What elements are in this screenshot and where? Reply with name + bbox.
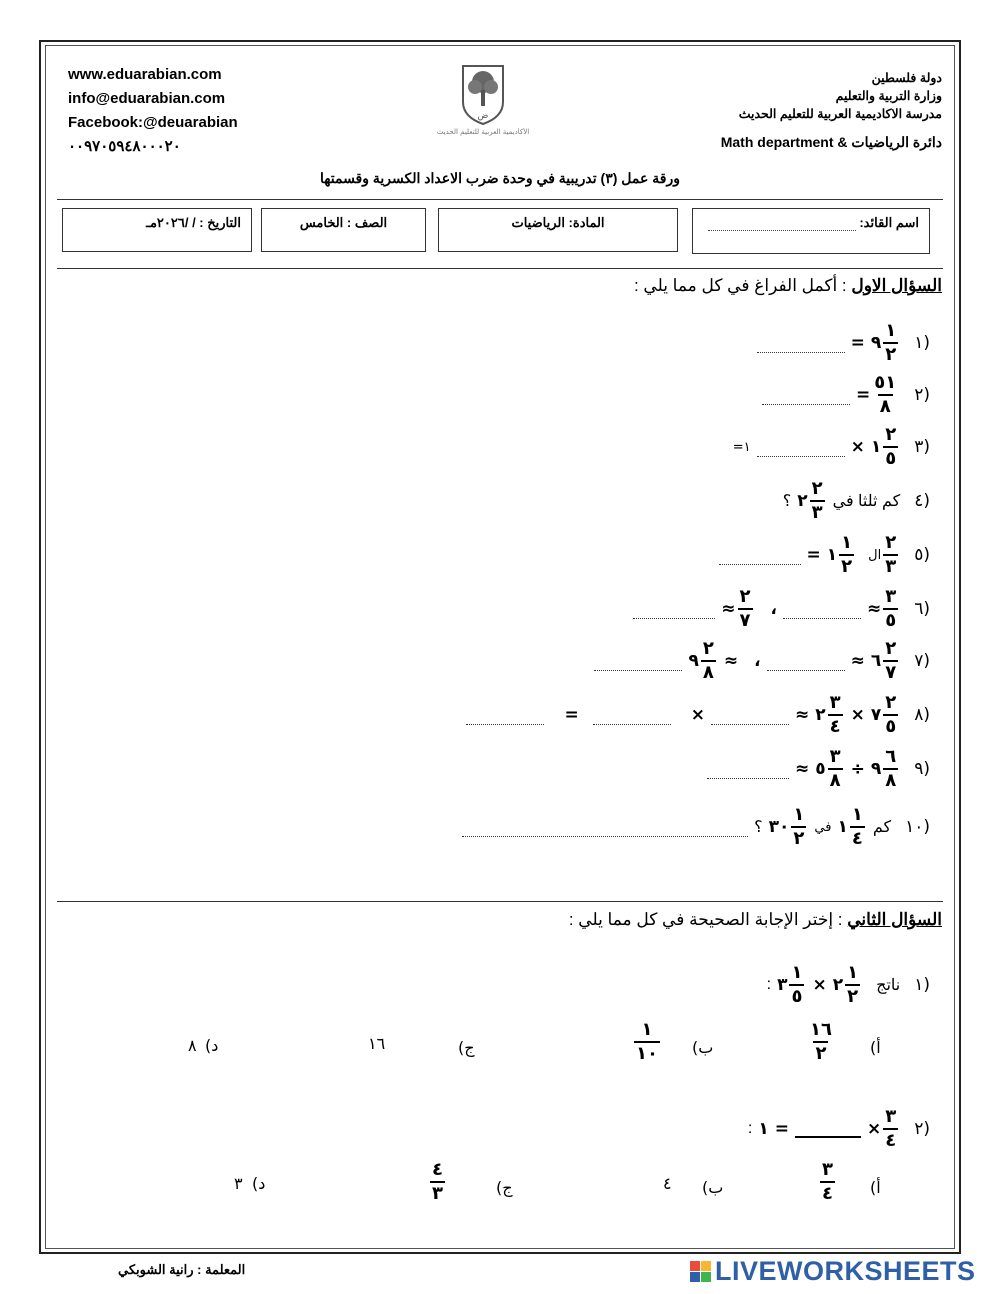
item-number: ٤) [914,491,930,511]
department-line: دائرة الرياضيات & Math department [720,134,942,150]
q1-title-rest: : أكمل الفراغ في كل مما يلي : [633,276,852,295]
option-c[interactable]: ١٦ [368,1034,386,1053]
item-number: ١٠) [905,817,930,837]
logo-caption: الأكاديمية العربية للتعليم الحديث [436,128,530,136]
logo-square-green [701,1272,711,1282]
fraction: $\frac{٢}{٥}$ [885,424,897,469]
option-d[interactable]: ٣ [234,1174,243,1193]
fraction: $\frac{٦}{٨}$ [885,746,897,791]
fraction: $\frac{٣}{٨}$ [829,746,841,791]
option-d[interactable]: ٨ [188,1036,197,1055]
answer-blank[interactable] [719,546,801,565]
q10-fi: في [814,819,832,835]
answer-blank[interactable] [783,600,861,619]
answer-blank[interactable] [757,334,845,353]
ministry-line: وزارة التربية والتعليم [835,89,942,103]
item-number: ٨) [914,705,930,725]
option-label-c: ج) [458,1038,475,1057]
leader-name-box[interactable] [692,208,930,254]
fraction: $\frac{٢}{٥}$ [885,692,897,737]
contact-website: www.eduarabian.com [68,66,222,83]
q2-title [569,910,942,930]
q2-title-bold: السؤال الثاني [847,910,942,929]
leader-name-field[interactable] [708,216,856,231]
subject-box [438,208,678,252]
subject-label: المادة: الرياضيات [511,215,605,230]
option-a[interactable]: $\frac{٣}{٤}$ [822,1159,833,1204]
answer-blank[interactable] [593,706,671,725]
logo-square-blue [690,1272,700,1282]
q2-title-rest: : إختر الإجابة الصحيحة في كل مما يلي : [568,910,848,929]
option-b[interactable]: $\frac{١}{١٠}$ [636,1019,658,1064]
item-number: ٧) [914,651,930,671]
fraction: $\frac{١}{٢}$ [841,532,853,577]
contact-email: info@eduarabian.com [68,90,226,107]
answer-blank[interactable] [594,652,682,671]
fraction: $\frac{٢}{٣}$ [885,532,897,577]
q1-item-9: ٩) $\frac{٦}{٨}$ ٩ ÷ $\frac{٣}{٨}$ ٥ ≈ [701,748,930,790]
q1-item-3: ٣) $\frac{٢}{٥}$ ١ × =١ [732,424,930,469]
fraction: $\frac{١}{٢}$ [847,962,859,1007]
svg-text:ض: ض [477,111,489,121]
leader-label: اسم القائد: [859,215,919,230]
date-box [62,208,252,252]
option-label-d: د) [205,1036,219,1055]
answer-blank[interactable] [633,600,715,619]
answer-blank[interactable] [767,652,845,671]
q1-item-5: ٥) $\frac{٢}{٣}$ ال $\frac{١}{٢}$ ١ = [713,534,930,576]
q1-item-4: ٤) كم ثلثا في $\frac{٢}{٣}$ ٢ ؟ [782,478,930,523]
option-label-d: د) [252,1174,266,1193]
fraction: $\frac{١}{٤}$ [851,804,863,849]
q1-item-10: ١٠) كم $\frac{١}{٤}$ ١ في $\frac{١}{٢}$ ٣٠ ؟ [456,806,930,848]
item-number: ٩) [914,759,930,779]
answer-blank[interactable] [707,760,789,779]
fraction: $\frac{١}{٢}$ [793,804,805,849]
divider [57,268,943,269]
grade-box [261,208,426,252]
option-label-a: أ) [870,1178,881,1197]
q1-item-2: ٢) $\frac{٥١}{٨}$ = [756,374,930,416]
logo-square-yellow [701,1261,711,1271]
fraction: $\frac{٢}{٧}$ [739,586,751,631]
fraction: $\frac{١}{٥}$ [791,962,803,1007]
item-number: ٥) [914,545,930,565]
grade-label: الصف : الخامس [299,215,388,230]
school-logo [428,62,538,142]
fraction: $\frac{٢}{٣}$ [811,478,823,523]
option-label-c: ج) [496,1178,513,1197]
q1-title-bold: السؤال الاول [851,276,942,295]
answer-blank[interactable] [757,438,845,457]
worksheet-title: ورقة عمل (٣) تدريبية في وحدة ضرب الاعداد الكسرية وقسمتها [320,170,680,186]
item-number: ١) [914,975,930,995]
date-label: التاريخ : / /٢٠٢٦مـ [146,215,241,230]
option-label-a: أ) [870,1038,881,1057]
item-number: ٢) [914,385,930,405]
fraction: $\frac{٣}{٤}$ [829,692,841,737]
option-c[interactable]: $\frac{٤}{٣}$ [432,1159,443,1204]
option-label-b: ب) [692,1038,714,1057]
item-number: ٦) [914,599,930,619]
fraction: $\frac{٣}{٤}$ [885,1106,897,1151]
fraction: $\frac{٢}{٧}$ [885,638,897,683]
q2-i1-text: ناتج [876,977,901,994]
answer-blank[interactable] [711,706,789,725]
fraction: $\frac{٥١}{٨}$ [874,372,897,417]
q4-text: كم ثلثا في [832,493,901,510]
divider [57,199,943,200]
fraction: $\frac{٢}{٨}$ [702,638,714,683]
fraction: $\frac{٣}{٥}$ [885,586,897,631]
divider [57,901,943,902]
liveworksheets-logo [690,1256,976,1287]
option-label-b: ب) [702,1178,724,1197]
answer-blank[interactable] [462,818,748,837]
q2-item-1: ١) ناتج $\frac{١}{٢}$ ٢ × $\frac{١}{٥}$ ٣ : [766,962,930,1007]
school-line: مدرسة الاكاديمية العربية للتعليم الحديث [738,107,942,121]
teacher-name: المعلمة : رانية الشوبكي [118,1262,246,1277]
answer-blank[interactable] [466,706,544,725]
fraction: $\frac{١}{٢}$ [885,320,897,365]
contact-phone: ٠٠٩٧٠٥٩٤٨٠٠٠٢٠ [68,138,181,155]
logo-square-red [690,1261,700,1271]
liveworksheets-icon [690,1261,711,1282]
liveworksheets-text: LIVEWORKSHEETS [715,1256,976,1286]
q1-item-1: ١) $\frac{١}{٢}$ ٩ = [751,322,930,364]
contact-facebook: Facebook:@deuarabian [68,114,238,131]
q1-item-8: ٨) $\frac{٢}{٥}$ ٧ × $\frac{٣}{٤}$ ٢ ≈ × = [454,694,930,736]
option-b[interactable]: ٤ [663,1174,672,1193]
answer-blank[interactable] [762,386,850,405]
q2-item-2: ٢) $\frac{٣}{٤}$ × = ١ : [747,1106,930,1151]
q10-kam: كم [872,819,892,836]
item-number: ٣) [914,437,930,457]
country-line: دولة فلسطين [871,71,942,85]
item-number: ٢) [914,1119,930,1139]
q5-al: ال [868,547,882,563]
q1-item-6: ٦) $\frac{٣}{٥}$ ≈ ، $\frac{٢}{٧}$ ≈ [627,588,930,630]
q1-title [634,276,942,296]
option-a[interactable]: $\frac{١٦}{٢}$ [810,1019,832,1064]
answer-line[interactable] [795,1120,861,1138]
item-number: ١) [914,333,930,353]
q1-item-7: ٧) $\frac{٢}{٧}$ ٦ ≈ ، ≈ $\frac{٢}{٨}$ ٩ [588,640,930,682]
